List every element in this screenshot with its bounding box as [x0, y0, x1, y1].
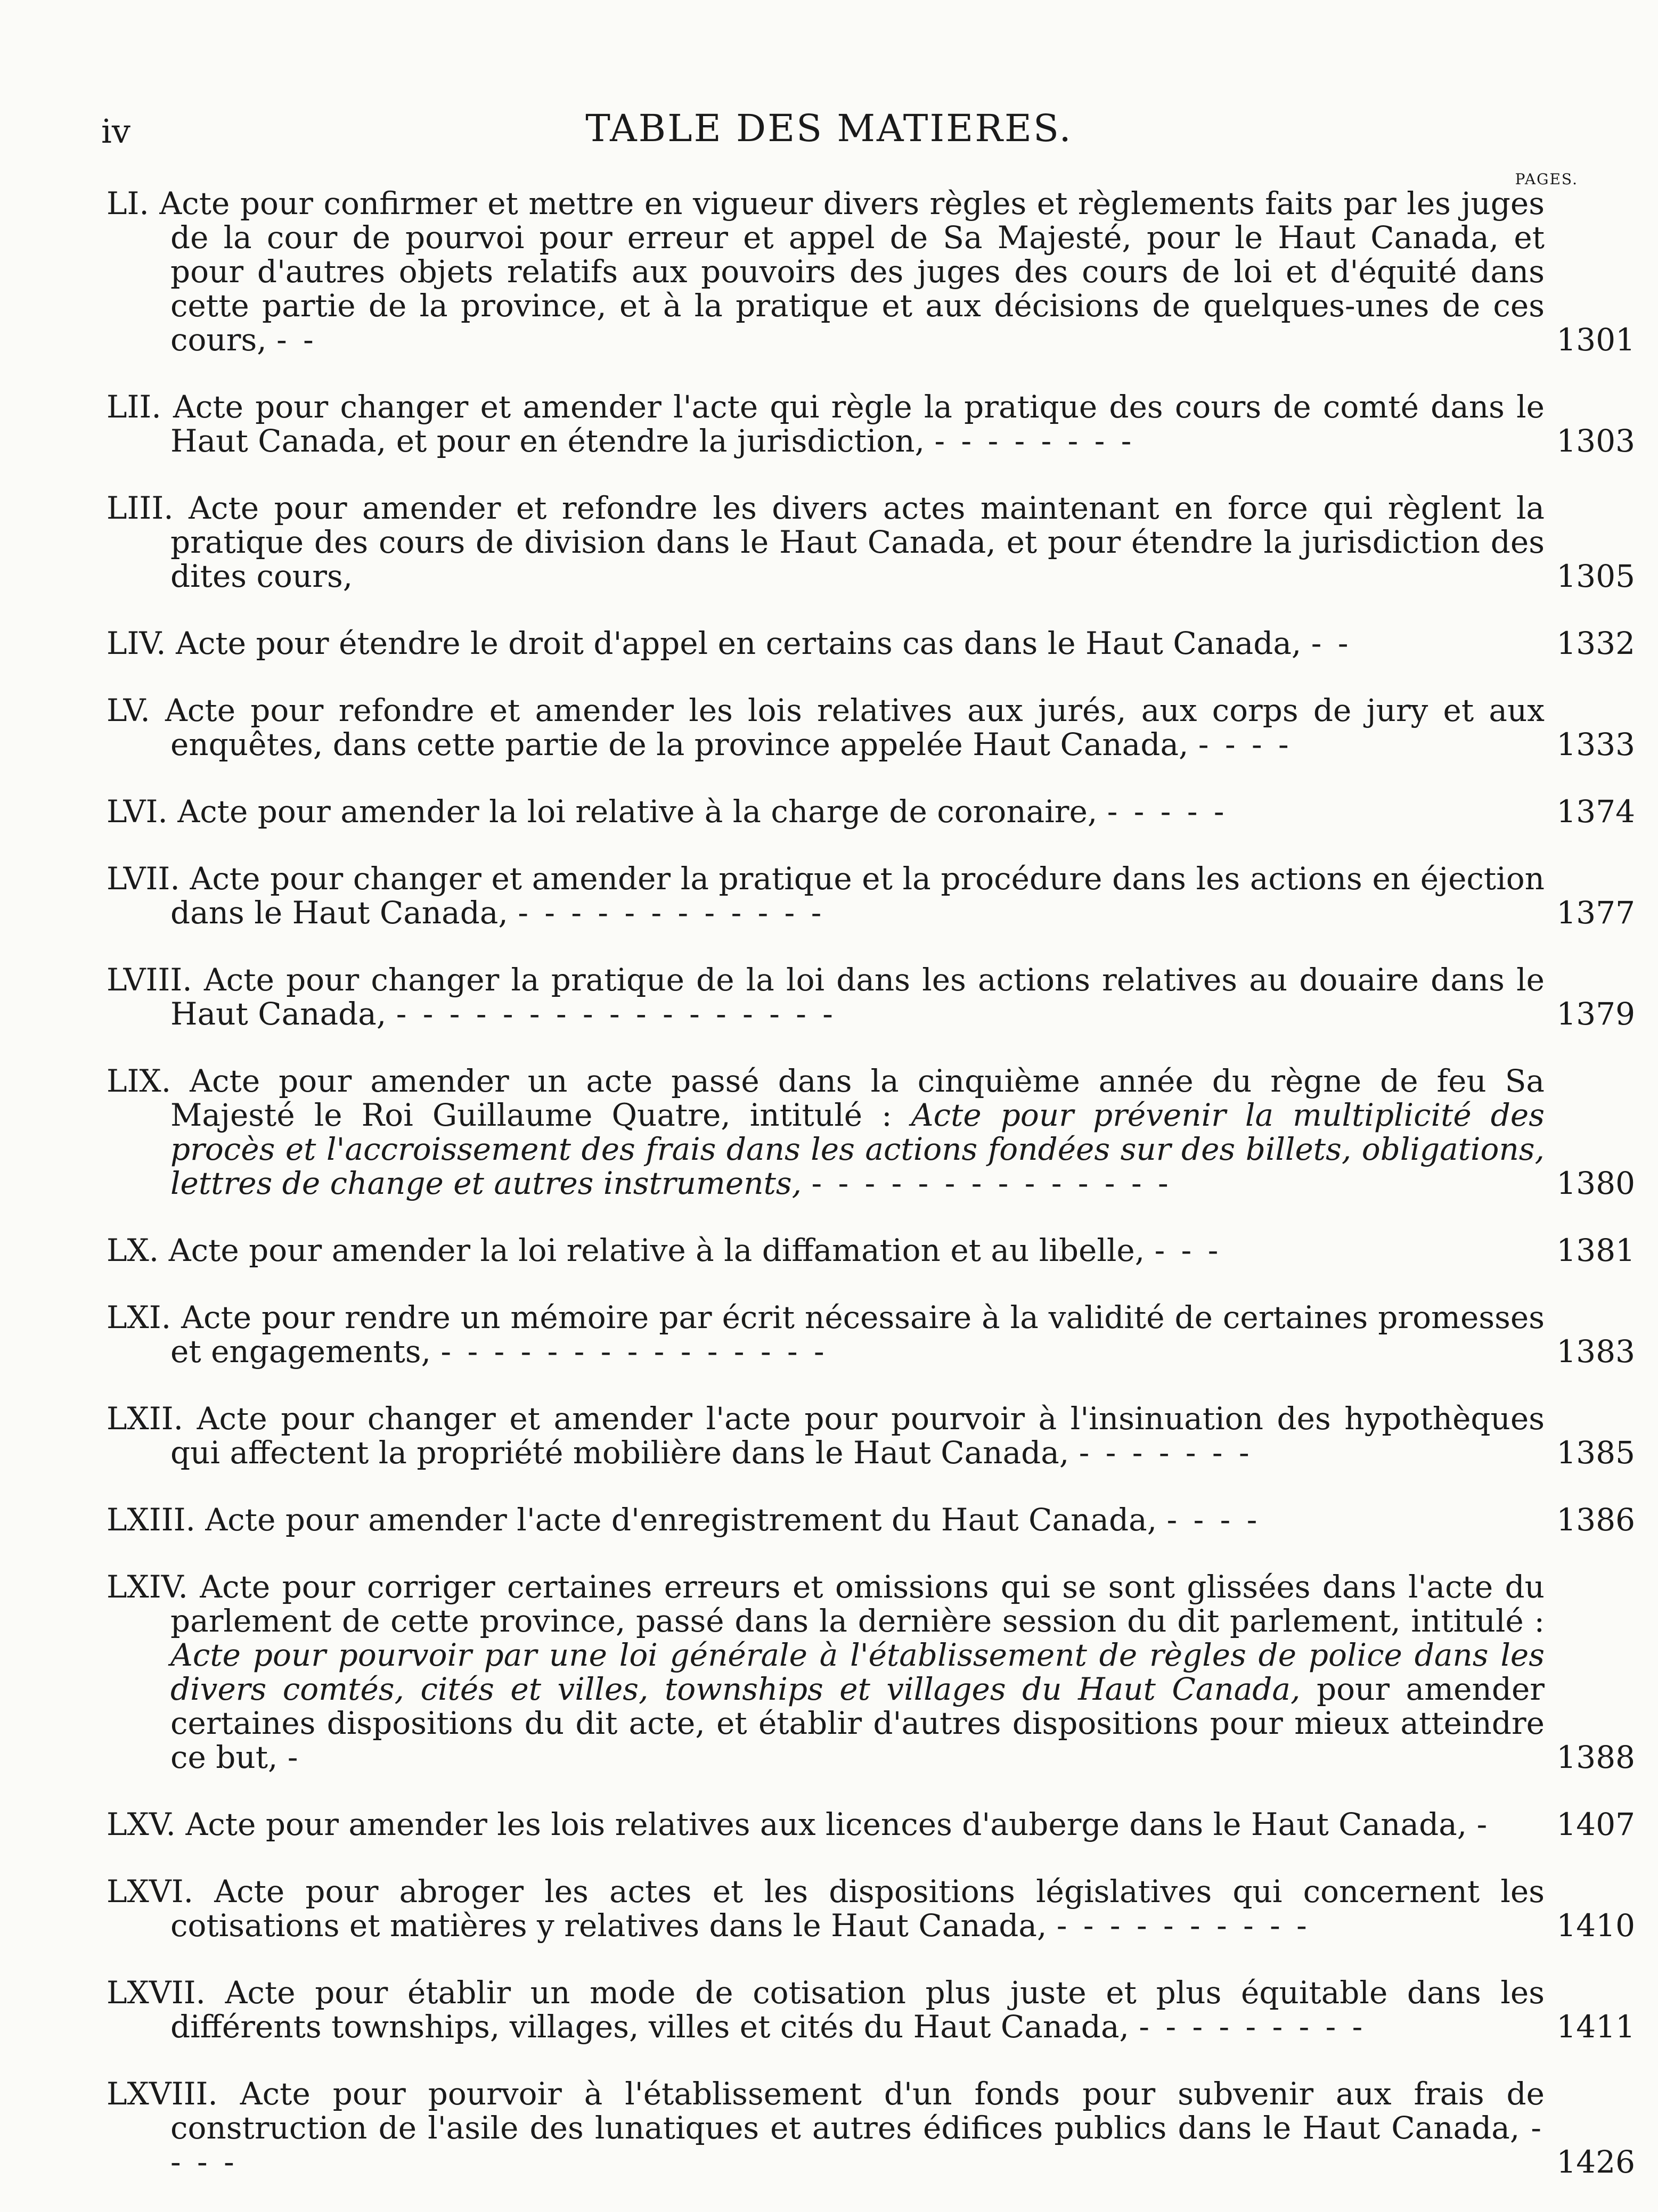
entry-text: Acte pour amender la loi relative à la charge de coronaire,	[177, 793, 1098, 830]
entry-number: LV.	[107, 692, 150, 728]
leader-dashes: -	[1476, 1806, 1491, 1842]
leader-dashes: - - - - - - - - - -	[1056, 1907, 1310, 1944]
toc-list	[0, 186, 1658, 2212]
entry-page: 1410	[1556, 1907, 1635, 1944]
entry-page: 1305	[1556, 558, 1635, 594]
entry-text: Acte pour changer et amender la pratique et la procédure dans les actions en éjection dans le Haut Canada,	[170, 861, 1545, 931]
entry-number: LIX.	[107, 1063, 171, 1099]
entry-number: LVI.	[107, 793, 168, 830]
entry-number: LI.	[107, 185, 149, 222]
pages-column-label: PAGES.	[1515, 170, 1578, 188]
toc-entry	[107, 1570, 1635, 1774]
leader-dashes: - -	[1311, 625, 1352, 661]
leader-dashes: - - - -	[1198, 726, 1292, 763]
leader-dashes: - - - -	[170, 2110, 1545, 2180]
entry-text: Acte pour changer la pratique de la loi dans les actions relatives au douaire dans le Haut Canada,	[170, 962, 1545, 1032]
leader-dashes: - - - - -	[1107, 793, 1228, 830]
entry-number: LX.	[107, 1232, 159, 1268]
toc-entry	[107, 186, 1635, 357]
entry-text-continued: pour amender certaines dispositions du dit acte, et établir d'autres dispositions pour mieux atteindre ce but,	[170, 1671, 1545, 1775]
entry-text: Acte pour changer et amender l'acte pour pourvoir à l'insinuation des hypothèques qui affectent la propriété mobilière dans le Haut Canada,	[170, 1400, 1545, 1471]
toc-entry	[107, 390, 1635, 458]
toc-entry	[107, 963, 1635, 1031]
entry-page: 1388	[1556, 1739, 1635, 1775]
toc-entry	[107, 1874, 1635, 1943]
entry-page: 1380	[1556, 1165, 1635, 1201]
entry-page: 1333	[1556, 726, 1635, 763]
entry-page: 1379	[1556, 996, 1635, 1032]
entry-page: 1303	[1556, 423, 1635, 459]
entry-page: 1332	[1556, 625, 1635, 661]
toc-entry	[107, 862, 1635, 930]
entry-text: Acte pour amender un acte passé dans la cinquième année du règne de feu Sa Majesté le Roi Guillaume Quatre, intitulé :	[170, 1063, 1545, 1133]
entry-number: LII.	[107, 389, 161, 425]
entry-page: 1407	[1556, 1806, 1635, 1842]
entry-text: Acte pour pourvoir à l'établissement d'un fonds pour subvenir aux frais de construction de l'asile des lunatiques et autres édifices publics dans le Haut Canada,	[170, 2076, 1545, 2146]
entry-page: 1377	[1556, 895, 1635, 931]
entry-italic-title: Acte pour pourvoir par une loi générale à l'établissement de règles de police dans les divers comtés, cités et villes, townships et villages du Haut Canada,	[170, 1637, 1545, 1707]
entry-text: Acte pour amender et refondre les divers actes maintenant en force qui règlent la pratique des cours de division dans le Haut Canada, et pour étendre la jurisdiction des dites cours,	[170, 490, 1545, 594]
entry-page: 1374	[1556, 793, 1635, 830]
entry-text: Acte pour rendre un mémoire par écrit nécessaire à la validité de certaines promesses et engagements,	[170, 1299, 1545, 1370]
entry-number: LIV.	[107, 625, 166, 661]
leader-dashes: - - - - - - -	[1079, 1435, 1253, 1471]
leader-dashes: - - - - - - - -	[934, 423, 1135, 459]
entry-page: 1426	[1556, 2144, 1635, 2180]
entry-number: LXVII.	[107, 1975, 206, 2011]
entry-text: Acte pour étendre le droit d'appel en certains cas dans le Haut Canada,	[176, 625, 1302, 661]
page-header	[0, 101, 1658, 160]
page-title: TABLE DES MATIERES.	[585, 106, 1073, 150]
toc-entry	[107, 1503, 1635, 1537]
entry-page: 1386	[1556, 1502, 1635, 1538]
toc-entry	[107, 1233, 1635, 1267]
leader-dashes: - - - - - - - - - - - - - -	[811, 1165, 1172, 1201]
entry-number: LXIV.	[107, 1569, 188, 1605]
entry-page: 1385	[1556, 1435, 1635, 1471]
page-number: iv	[101, 112, 130, 151]
entry-text: Acte pour abroger les actes et les dispositions législatives qui concernent les cotisations et matières y relatives dans le Haut Canada,	[170, 1873, 1545, 1944]
toc-entry	[107, 1300, 1635, 1369]
entry-number: LXII.	[107, 1400, 184, 1437]
entry-page: 1383	[1556, 1333, 1635, 1370]
leader-dashes: -	[287, 1739, 301, 1775]
leader-dashes: - - - - - - - - -	[1139, 2009, 1366, 2045]
leader-dashes: - - - - - - - - - - - - - - -	[440, 1333, 828, 1370]
toc-entry	[107, 693, 1635, 761]
toc-entry	[107, 1976, 1635, 2044]
toc-entry	[107, 1402, 1635, 1470]
entry-number: LXIII.	[107, 1502, 195, 1538]
entry-page: 1301	[1556, 322, 1635, 358]
toc-entry	[107, 1807, 1635, 1841]
entry-number: LXVI.	[107, 1873, 194, 1910]
entry-text: Acte pour amender les lois relatives aux licences d'auberge dans le Haut Canada,	[185, 1806, 1467, 1842]
leader-dashes: - - - -	[1166, 1502, 1261, 1538]
leader-dashes: - - - - - - - - - - - -	[518, 895, 825, 931]
toc-entry	[107, 794, 1635, 829]
entry-text: Acte pour changer et amender l'acte qui règle la pratique des cours de comté dans le Haut Canada, et pour en étendre la jurisdiction,	[170, 389, 1545, 459]
entry-page: 1411	[1556, 2009, 1635, 2045]
toc-entry	[107, 491, 1635, 593]
entry-text: Acte pour confirmer et mettre en vigueur divers règles et règlements faits par les juges de la cour de pourvoi pour erreur et appel de Sa Majesté, pour le Haut Canada, et pour d'autres objets relatifs aux pouvoirs des juges des cours de loi et d'équité dans cette partie de la province, et à la pratique et aux décisions de quelques-unes de ces cours,	[159, 185, 1545, 358]
entry-text: Acte pour établir un mode de cotisation plus juste et plus équitable dans les différents townships, villages, villes et cités du Haut Canada,	[170, 1975, 1545, 2045]
entry-page: 1381	[1556, 1232, 1635, 1268]
entry-text: Acte pour amender la loi relative à la diffamation et au libelle,	[168, 1232, 1145, 1268]
entry-number: LXVIII.	[107, 2076, 218, 2112]
entry-number: LVII.	[107, 861, 180, 897]
entry-number: LXV.	[107, 1806, 176, 1842]
toc-entry	[107, 2077, 1635, 2179]
toc-entry	[107, 1064, 1635, 1200]
entry-italic-title: Acte pour prévenir la multiplicité des procès et l'accroissement des frais dans les actions fondées sur des billets, obligations, lettres de change et autres instruments,	[170, 1097, 1545, 1201]
entry-number: LIII.	[107, 490, 174, 526]
entry-text: Acte pour refondre et amender les lois relatives aux jurés, aux corps de jury et aux enquêtes, dans cette partie de la province appelée Haut Canada,	[165, 692, 1545, 763]
toc-entry	[107, 626, 1635, 660]
leader-dashes: - -	[276, 322, 317, 358]
leader-dashes: - - -	[1154, 1232, 1222, 1268]
entry-number: LXI.	[107, 1299, 171, 1336]
leader-dashes: - - - - - - - - - - - - - - - - -	[396, 996, 836, 1032]
entry-text: Acte pour corriger certaines erreurs et omissions qui se sont glissées dans l'acte du parlement de cette province, passé dans la dernière session du dit parlement, intitulé :	[170, 1569, 1545, 1639]
entry-text: Acte pour amender l'acte d'enregistrement du Haut Canada,	[205, 1502, 1157, 1538]
entry-number: LVIII.	[107, 962, 192, 998]
